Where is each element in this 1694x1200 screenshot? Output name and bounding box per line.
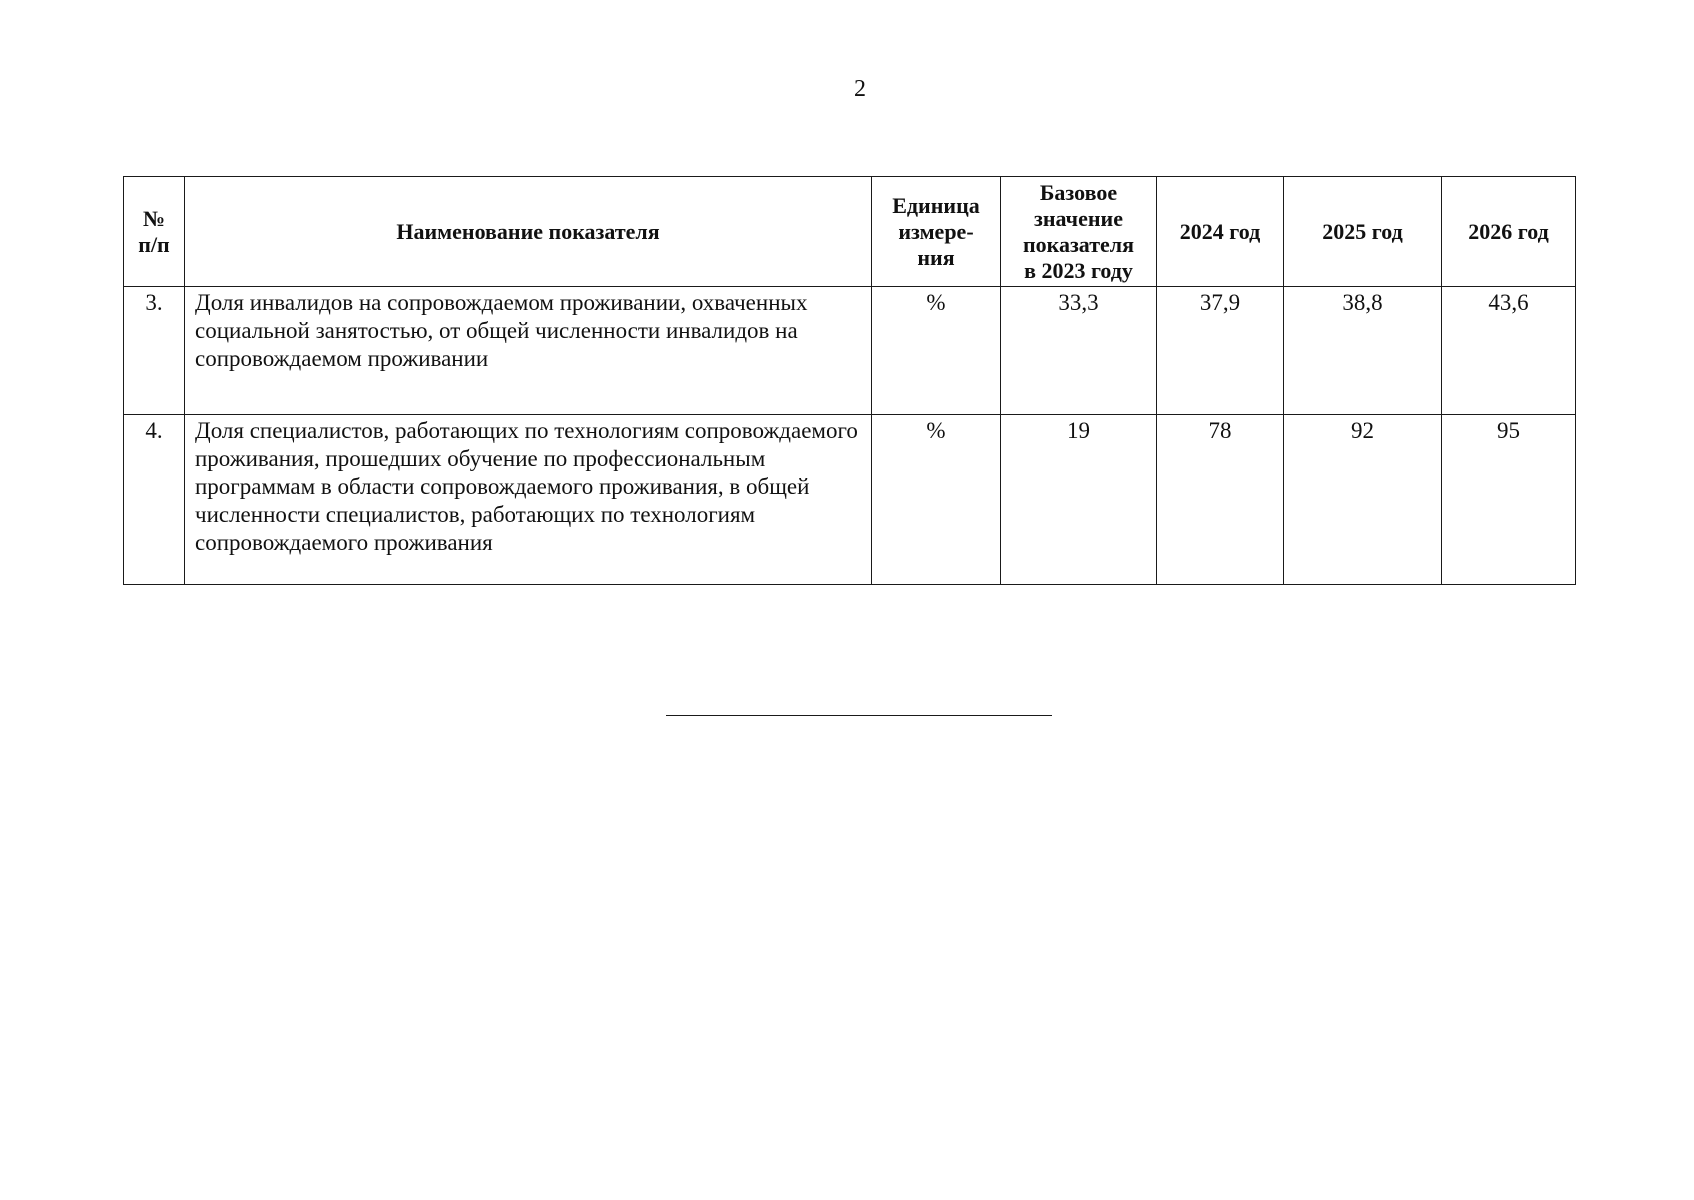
header-year-2025: 2025 год: [1284, 177, 1442, 287]
value-2026: 43,6: [1442, 287, 1576, 415]
row-number: 3.: [124, 287, 185, 415]
page-number: 2: [854, 76, 866, 102]
indicator-name: Доля специалистов, работающих по технологиям сопровождаемого проживания, прошедших обучение по профессиональным программам в области сопровождаемого проживания, в общей численности специалистов, работающих по технологиям сопровождаемого проживания: [185, 415, 872, 585]
base-value: 19: [1001, 415, 1157, 585]
header-unit: Единица измере-ния: [872, 177, 1001, 287]
header-number: № п/п: [124, 177, 185, 287]
value-2025: 38,8: [1284, 287, 1442, 415]
value-2025: 92: [1284, 415, 1442, 585]
indicators-table: [123, 176, 1576, 585]
table-row: [124, 287, 1576, 415]
header-year-2026: 2026 год: [1442, 177, 1576, 287]
unit-value: %: [872, 287, 1001, 415]
value-2026: 95: [1442, 415, 1576, 585]
header-indicator-name: Наименование показателя: [185, 177, 872, 287]
value-2024: 78: [1157, 415, 1284, 585]
base-value: 33,3: [1001, 287, 1157, 415]
row-number: 4.: [124, 415, 185, 585]
table-row: [124, 415, 1576, 585]
unit-value: %: [872, 415, 1001, 585]
value-2024: 37,9: [1157, 287, 1284, 415]
table-header-row: [124, 177, 1576, 287]
indicator-name: Доля инвалидов на сопровождаемом проживании, охваченных социальной занятостью, от общей численности инвалидов на сопровождаемом проживании: [185, 287, 872, 415]
closing-separator-line: [666, 715, 1052, 716]
header-base-value: Базовое значение показателя в 2023 году: [1001, 177, 1157, 287]
header-year-2024: 2024 год: [1157, 177, 1284, 287]
